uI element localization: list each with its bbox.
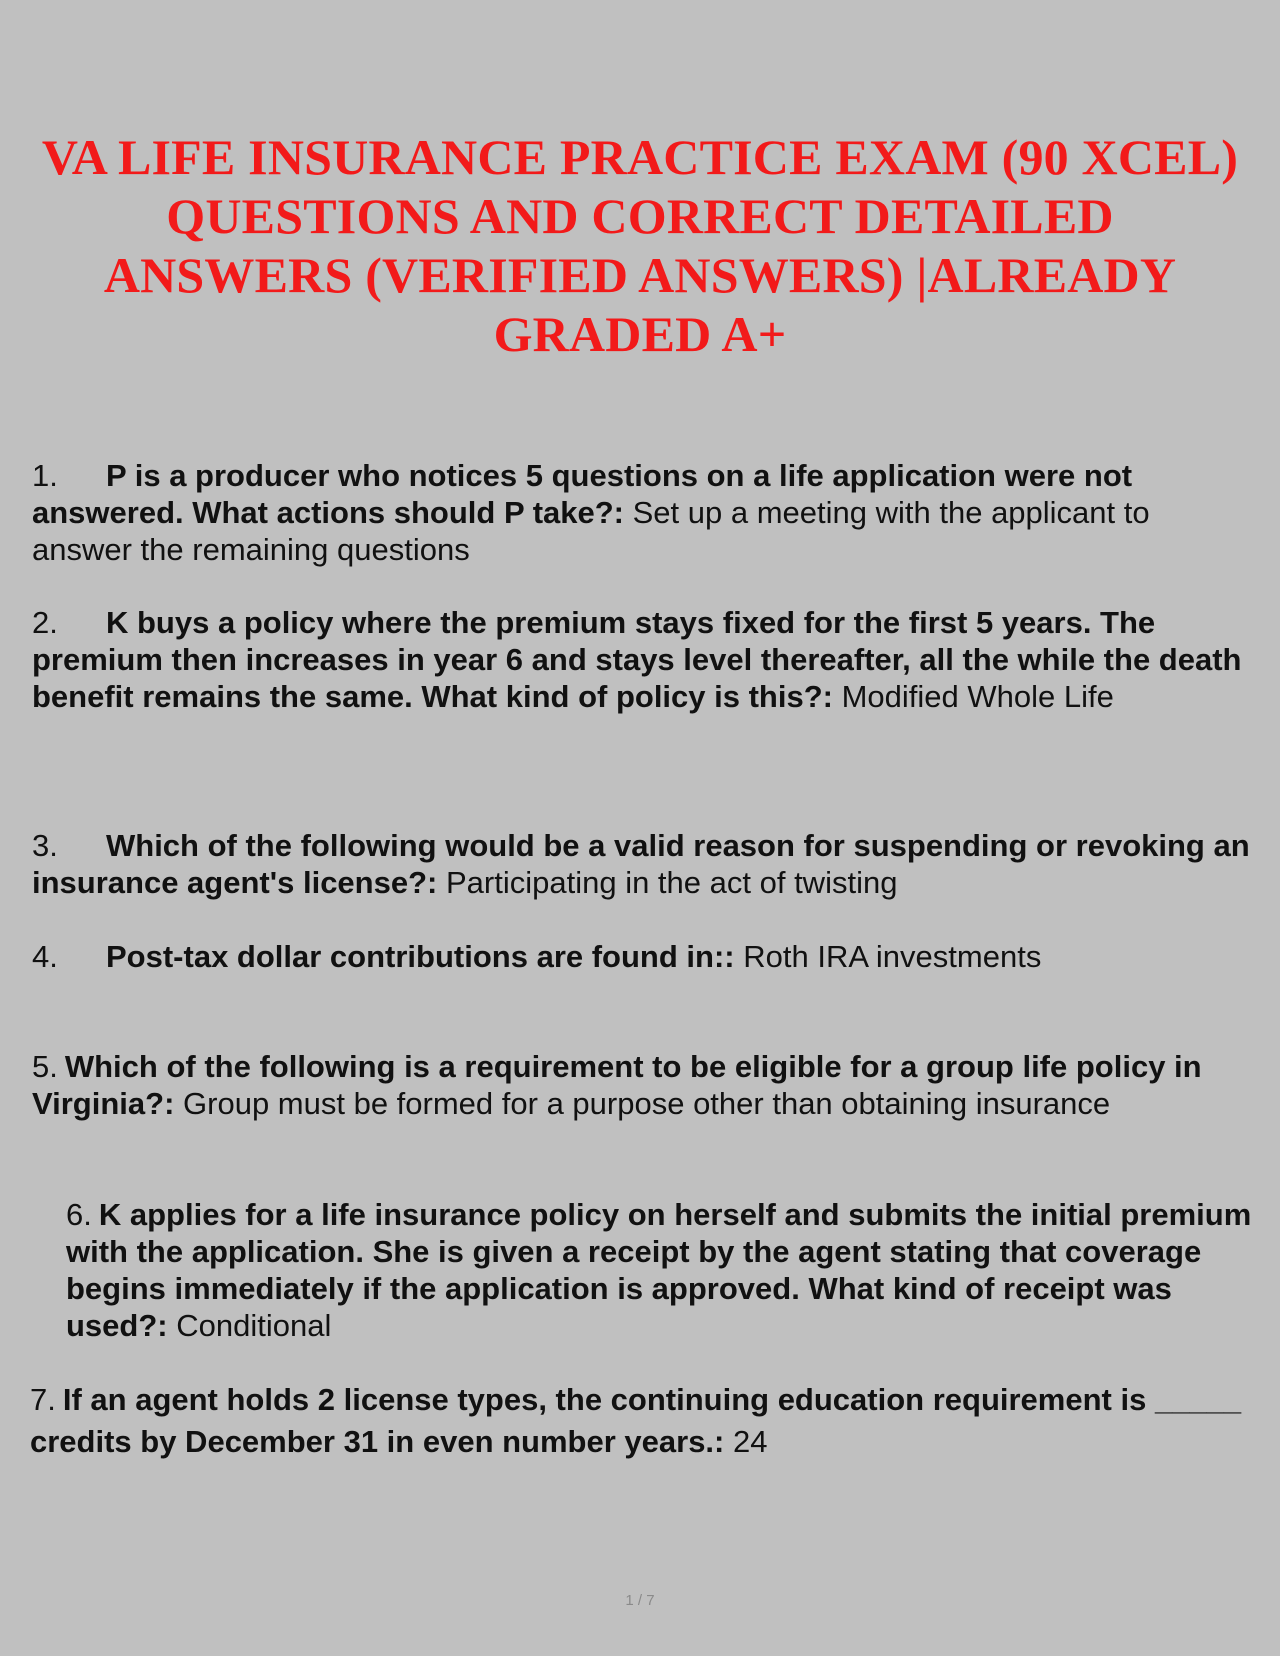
question-item bbox=[30, 1379, 1256, 1463]
question-text: Post-tax dollar contributions are found in:: bbox=[106, 939, 735, 974]
title-line: GRADED A+ bbox=[493, 306, 787, 362]
question-number: 5. bbox=[32, 1049, 58, 1084]
question-item bbox=[66, 1196, 1254, 1344]
question-number: 1. bbox=[32, 458, 58, 493]
title-line: ANSWERS (VERIFIED ANSWERS) |ALREADY bbox=[103, 247, 1177, 303]
question-number: 6. bbox=[66, 1197, 92, 1232]
question-item bbox=[32, 604, 1254, 715]
question-text: K buys a policy where the premium stays fixed for the first 5 years. The premium then increases in year 6 and stays level thereafter, all the while the death benefit remains the same. What kind of policy is this?: bbox=[32, 605, 1242, 714]
question-number: 2. bbox=[32, 605, 58, 640]
question-number: 3. bbox=[32, 828, 58, 863]
title-line: VA LIFE INSURANCE PRACTICE EXAM (90 XCEL) bbox=[41, 129, 1239, 185]
question-text: If an agent holds 2 license types, the continuing education requirement is _____ credits by December 31 in even number years.: bbox=[30, 1382, 1242, 1459]
question-item bbox=[32, 1048, 1254, 1122]
question-text: K applies for a life insurance policy on herself and submits the initial premium with the application. She is given a receipt by the agent stating that coverage begins immediately if the application is approved. What kind of receipt was used?: bbox=[66, 1197, 1252, 1343]
answer-text: Modified Whole Life bbox=[841, 679, 1114, 714]
question-item bbox=[32, 938, 1254, 975]
title-line: QUESTIONS AND CORRECT DETAILED bbox=[166, 188, 1114, 244]
answer-text: Roth IRA investments bbox=[743, 939, 1042, 974]
question-text: Which of the following is a requirement to be eligible for a group life policy in Virginia?: bbox=[32, 1049, 1202, 1121]
page-indicator: 1 / 7 bbox=[625, 1592, 655, 1609]
answer-text: Set up a meeting with the applicant to answer the remaining questions bbox=[32, 495, 1150, 567]
answer-text: Group must be formed for a purpose other than obtaining insurance bbox=[183, 1086, 1111, 1121]
question-item bbox=[32, 457, 1254, 568]
answer-text: 24 bbox=[733, 1424, 768, 1459]
question-item bbox=[32, 827, 1254, 901]
question-number: 4. bbox=[32, 939, 58, 974]
document-title bbox=[30, 128, 1250, 364]
answer-text: Conditional bbox=[176, 1308, 332, 1343]
question-number: 7. bbox=[30, 1382, 56, 1417]
question-text: P is a producer who notices 5 questions on a life application were not answered. What actions should P take?: bbox=[32, 458, 1133, 530]
answer-text: Participating in the act of twisting bbox=[445, 865, 898, 900]
question-text: Which of the following would be a valid reason for suspending or revoking an insurance agent's license?: bbox=[32, 828, 1250, 900]
